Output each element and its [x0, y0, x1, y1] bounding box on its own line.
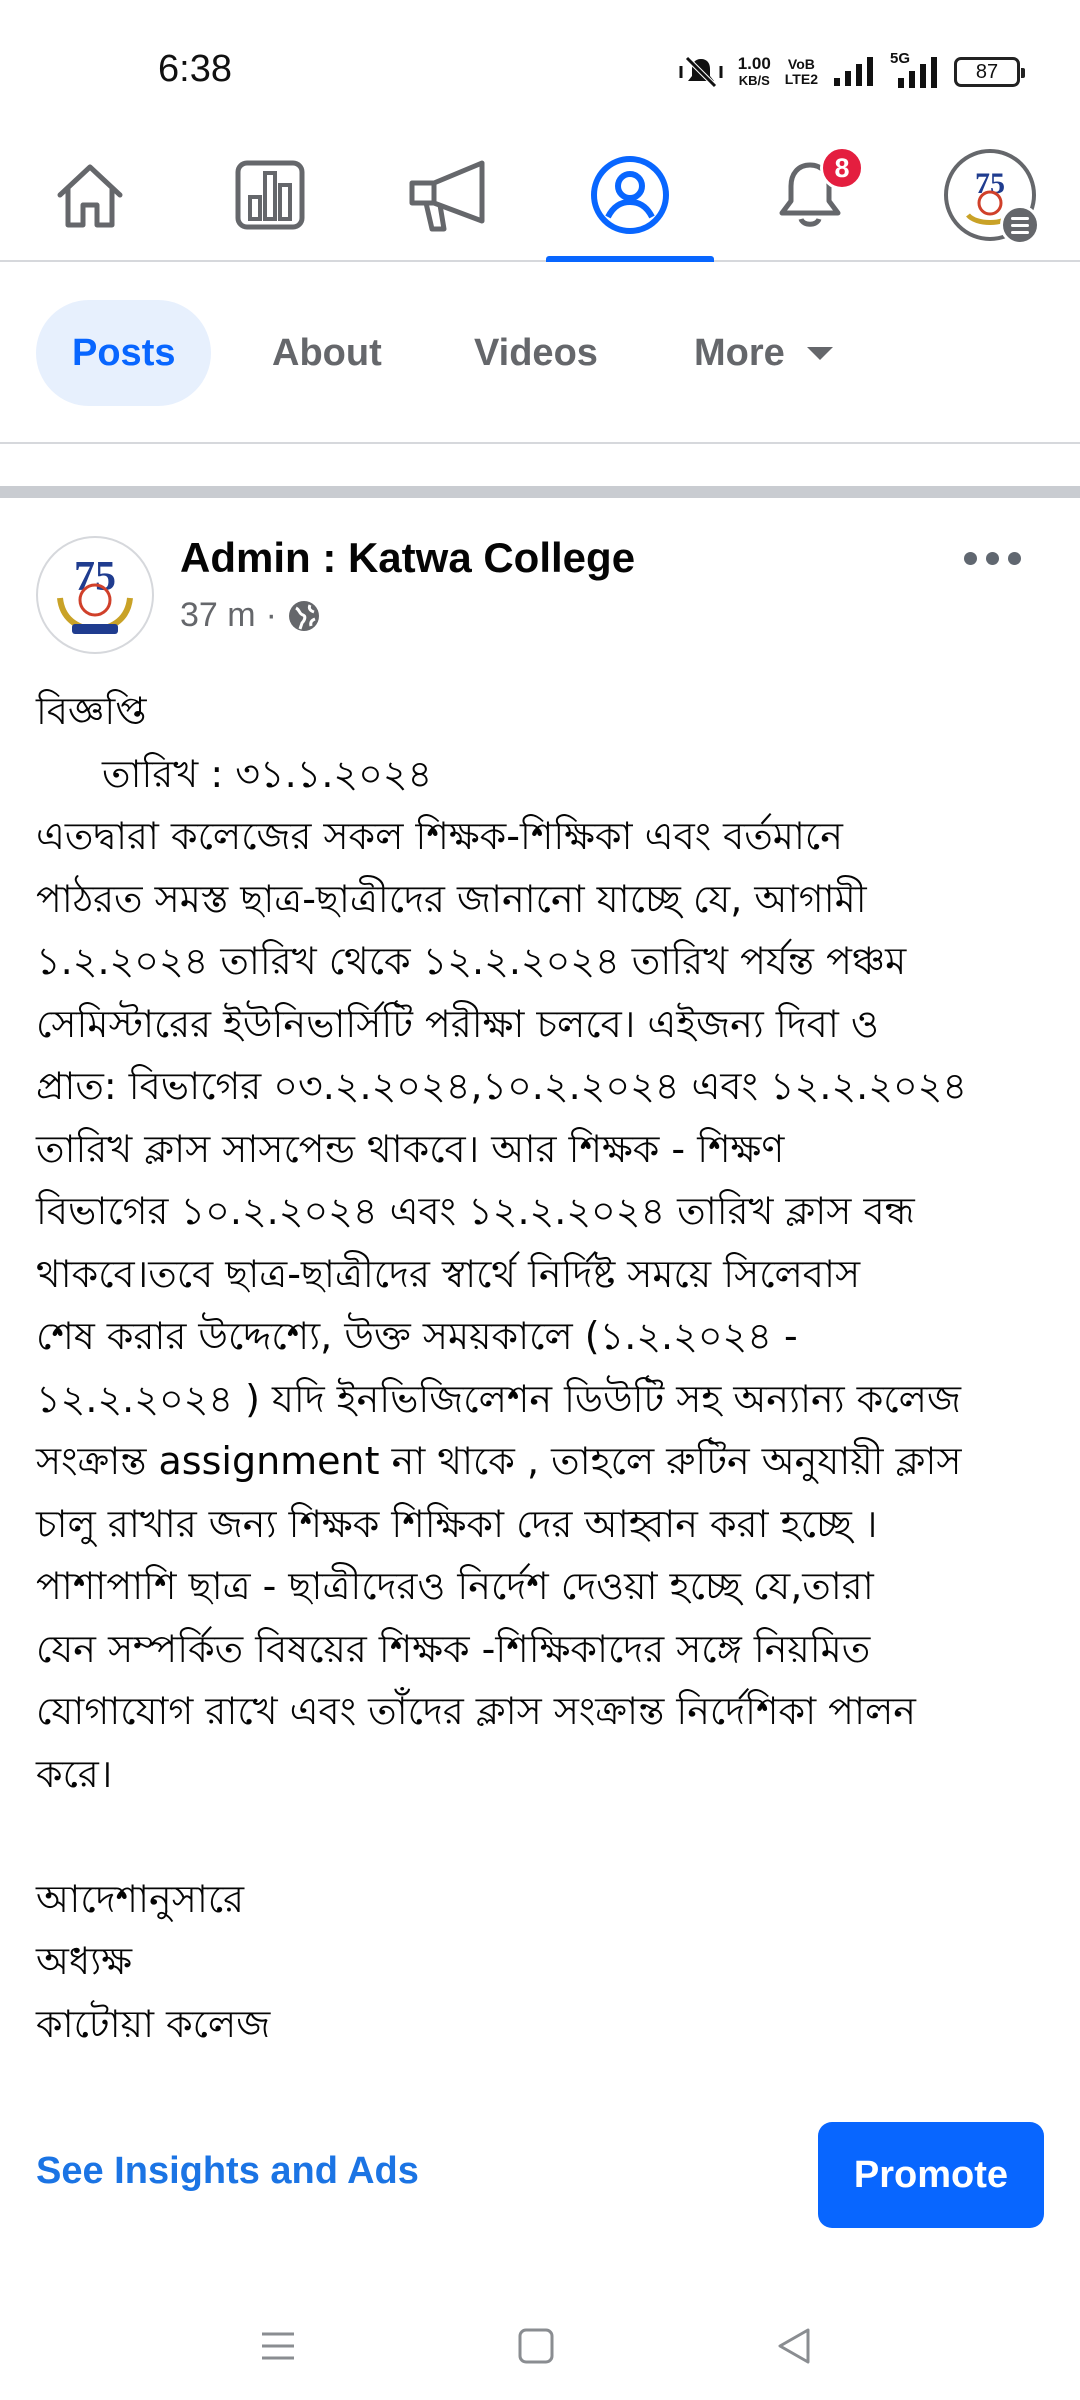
- square-icon: [516, 2326, 556, 2366]
- menu-lines-icon: [258, 2326, 298, 2366]
- signal-icon: [832, 56, 876, 88]
- tab-ad-center[interactable]: [360, 130, 540, 260]
- status-icons: [678, 50, 1020, 94]
- see-insights-link[interactable]: See Insights and Ads: [36, 2150, 419, 2192]
- post-line: যেন সম্পর্কিত বিষয়ের শিক্ষক -শিক্ষিকাদের সঙ্গে নিয়মিত: [36, 1626, 871, 1671]
- logo-number: 75: [975, 167, 1005, 200]
- post-line: সংক্রান্ত assignment না থাকে , তাহলে রুটিন অনুযায়ী ক্লাস: [36, 1439, 962, 1483]
- menu-icon: [1000, 205, 1040, 245]
- post-line: এতদ্বারা কলেজের সকল শিক্ষক-শিক্ষিকা এবং বর্তমানে: [36, 814, 843, 858]
- post-line: পাশাপাশি ছাত্র - ছাত্রীদেরও নির্দেশ দেওয়া হচ্ছে যে,তারা: [36, 1564, 874, 1608]
- tab-home[interactable]: [0, 130, 180, 260]
- meta-separator: ·: [265, 596, 277, 634]
- more-dot-icon: [964, 552, 977, 565]
- status-time: 6:38: [158, 48, 232, 90]
- battery-indicator: 87: [954, 57, 1020, 87]
- post-line: ১.২.২০২৪ তারিখ থেকে ১২.২.২০২৪ তারিখ পর্যন্ত পঞ্চম: [36, 939, 907, 983]
- promote-button[interactable]: Promote: [818, 2122, 1044, 2228]
- post-author-avatar[interactable]: [36, 536, 154, 654]
- home-button[interactable]: [496, 2306, 576, 2386]
- notification-badge: 8: [820, 146, 864, 190]
- post-body: [36, 680, 1060, 2055]
- post-line: তারিখ ক্লাস সাসপেন্ড থাকবে। আর শিক্ষক - শিক্ষণ: [36, 1126, 785, 1171]
- megaphone-icon: [404, 155, 496, 235]
- post-line: অধ্যক্ষ: [36, 1939, 133, 1983]
- post-line: পাঠরত সমস্ত ছাত্র-ছাত্রীদের জানানো যাচ্ছে যে, আগামী: [36, 876, 867, 921]
- home-icon: [50, 155, 130, 235]
- post-author-name[interactable]: Admin : Katwa College: [180, 534, 636, 581]
- post-meta: [180, 596, 321, 635]
- section-divider: [0, 486, 1080, 498]
- chevron-down-icon: [807, 347, 833, 360]
- back-triangle-icon: [774, 2326, 814, 2366]
- post-line: কাটোয়া কলেজ: [36, 2001, 271, 2046]
- post-line: প্রাত: বিভাগের ০৩.২.২০২৪,১০.২.২০২৪ এবং ১২.২.২০২৪: [36, 1064, 968, 1108]
- network-speed: 1.00 KB/S: [737, 54, 771, 88]
- status-bar: [0, 0, 1080, 130]
- tab-profile[interactable]: [540, 130, 720, 260]
- more-dot-icon: [986, 552, 999, 565]
- tab-videos[interactable]: Videos: [474, 331, 598, 374]
- back-button[interactable]: [754, 2306, 834, 2386]
- post-line: চালু রাখার জন্য শিক্ষক শিক্ষিকা দের আহ্বান করা হচ্ছে ।: [36, 1501, 878, 1546]
- post-line: ১২.২.২০২৪ ) যদি ইনভিজিলেশন ডিউটি সহ অন্যান্য কলেজ: [36, 1376, 961, 1421]
- more-dot-icon: [1008, 552, 1021, 565]
- volte-indicator: VoB LTE2: [784, 56, 818, 87]
- mute-vibrate-icon: [678, 54, 724, 90]
- post-options-button[interactable]: [964, 548, 1024, 568]
- post-line: আদেশানুসারে: [36, 1876, 245, 1921]
- college-logo-icon: [38, 538, 152, 652]
- logo-number: 75: [74, 554, 116, 600]
- post-line: বিজ্ঞপ্তি: [36, 689, 147, 733]
- tab-posts[interactable]: Posts: [36, 300, 211, 406]
- top-navigation: [0, 130, 1080, 262]
- blank-line: [36, 1805, 1060, 1868]
- tab-notifications[interactable]: [720, 130, 900, 260]
- post-line: শেষ করার উদ্দেশ্যে, উক্ত সময়কালে (১.২.২০২৪ -: [36, 1314, 798, 1358]
- tab-about[interactable]: About: [272, 331, 382, 374]
- system-navigation-bar: [0, 2280, 1080, 2400]
- profile-icon: [588, 153, 672, 237]
- dashboard-icon: [230, 155, 310, 235]
- globe-icon: [287, 599, 321, 633]
- tab-account-menu[interactable]: [900, 130, 1080, 260]
- signal-5g: 5G: [890, 54, 940, 90]
- tab-dashboard[interactable]: [180, 130, 360, 260]
- post-time[interactable]: 37 m: [180, 596, 256, 634]
- post-line: সেমিস্টারের ইউনিভার্সিটি পরীক্ষা চলবে। এইজন্য দিবা ও: [36, 1001, 879, 1046]
- post-line: তারিখ : ৩১.১.২০২৪: [102, 751, 433, 796]
- tab-more[interactable]: [694, 300, 833, 406]
- tab-more-label: More: [694, 331, 785, 374]
- post-line: করে।: [36, 1751, 113, 1796]
- avatar: [944, 149, 1036, 241]
- profile-sub-tabs: [0, 264, 1080, 444]
- recent-apps-button[interactable]: [238, 2306, 318, 2386]
- post-line: থাকবে।তবে ছাত্র-ছাত্রীদের স্বার্থে নির্দিষ্ট সময়ে সিলেবাস: [36, 1251, 861, 1296]
- post-line: বিভাগের ১০.২.২০২৪ এবং ১২.২.২০২৪ তারিখ ক্লাস বন্ধ: [36, 1189, 915, 1233]
- post-line: যোগাযোগ রাখে এবং তাঁদের ক্লাস সংক্রান্ত নির্দেশিকা পালন: [36, 1689, 916, 1733]
